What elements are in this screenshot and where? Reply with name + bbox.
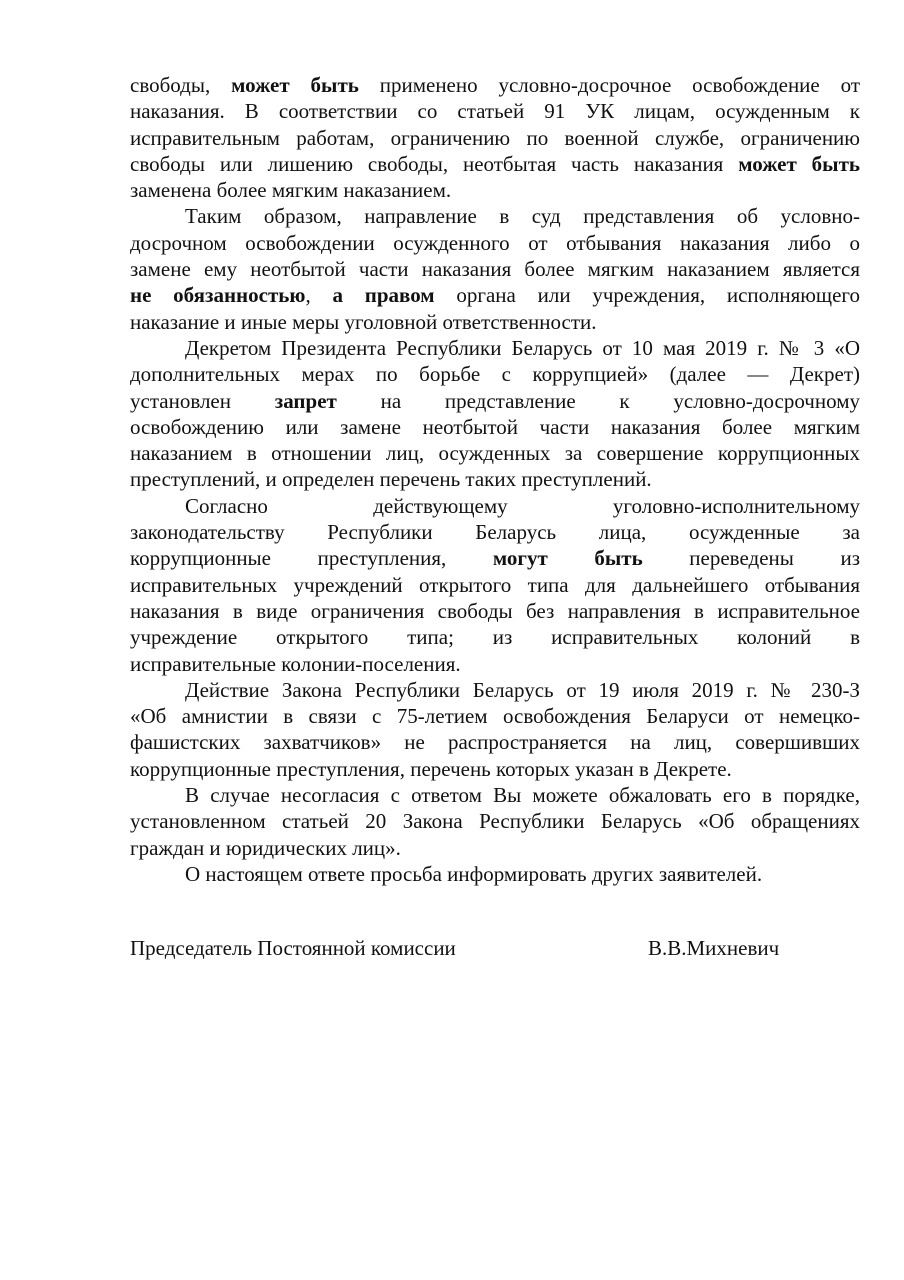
text-line	[130, 651, 860, 677]
text-segment: «Об амнистии в связи с 75-летием освобождения Беларуси от немецко-	[130, 704, 860, 729]
paragraph	[130, 782, 860, 861]
text-line	[130, 677, 860, 703]
text-segment: О настоящем ответе просьба информировать других заявителей.	[185, 861, 763, 886]
text-segment: преступлений, и определен перечень таких преступлений.	[130, 467, 652, 492]
emphasis-text: не обязанностью	[130, 283, 306, 308]
paragraph	[130, 72, 860, 203]
text-segment: Согласно действующему уголовно-исполнительному	[185, 493, 860, 518]
text-line	[130, 624, 860, 650]
text-line	[130, 72, 860, 98]
paragraph	[130, 203, 860, 334]
text-segment: наказания. В соответствии со статьей 91 УК лицам, осужденным к	[130, 99, 860, 124]
paragraph	[130, 335, 860, 493]
emphasis-text: может быть	[231, 73, 359, 97]
text-line	[130, 440, 860, 466]
text-segment: наказания в виде ограничения свободы без направления в исправительное	[130, 598, 860, 623]
text-segment: фашистских захватчиков» не распространяется на лиц, совершивших	[130, 730, 860, 755]
text-line	[130, 361, 860, 387]
text-line	[130, 335, 860, 361]
text-line	[130, 414, 860, 440]
text-line	[130, 256, 860, 282]
text-line	[130, 729, 860, 755]
text-segment: Декретом Президента Республики Беларусь от 10 мая 2019 г. № 3 «О	[185, 335, 860, 360]
text-segment: заменена более мягким наказанием.	[130, 178, 452, 203]
text-segment: Таким образом, направление в суд представления об условно-	[185, 204, 860, 229]
text-line	[130, 177, 860, 203]
text-segment: на представление к условно-досрочному	[336, 388, 860, 413]
text-line	[130, 98, 860, 124]
text-segment: органа или учреждения, исполняющего	[434, 283, 861, 308]
emphasis-text: запрет	[274, 388, 337, 413]
text-line	[130, 835, 860, 861]
text-segment: коррупционные преступления, перечень которых указан в Декрете.	[130, 756, 732, 781]
text-line	[130, 545, 860, 571]
text-segment: исправительным работам, ограничению по военной службе, ограничению	[130, 125, 860, 150]
text-segment: свободы,	[130, 73, 232, 97]
text-segment: исправительных учреждений открытого типа для дальнейшего отбывания	[130, 572, 860, 597]
text-segment: Действие Закона Республики Беларусь от 19 июля 2019 г. № 230-З	[185, 677, 860, 702]
text-line	[130, 151, 860, 177]
text-segment: освобождению или замене неотбытой части наказания более мягким	[130, 414, 860, 439]
text-line	[130, 466, 860, 492]
text-line	[130, 309, 860, 335]
paragraph	[130, 861, 860, 887]
text-line	[130, 125, 860, 151]
text-line	[130, 808, 860, 834]
text-segment: наказание и иные меры уголовной ответственности.	[130, 309, 597, 334]
text-line	[130, 282, 860, 308]
emphasis-text: могут быть	[492, 546, 643, 571]
text-line	[130, 782, 860, 808]
text-line	[130, 703, 860, 729]
text-line	[130, 572, 860, 598]
text-segment: установлен	[130, 388, 275, 413]
signatory-name: В.В.Михневич	[648, 936, 780, 960]
paragraph	[130, 493, 860, 677]
text-segment: наказанием в отношении лиц, осужденных за совершение коррупционных	[130, 441, 860, 466]
text-segment: досрочном освобождении осужденного от отбывания наказания либо о	[130, 230, 860, 255]
text-line	[130, 388, 860, 414]
text-line	[130, 230, 860, 256]
text-segment: коррупционные преступления,	[130, 546, 493, 571]
text-segment: законодательству Республики Беларусь лица, осужденные за	[130, 520, 860, 545]
emphasis-text: может быть	[738, 151, 860, 176]
text-segment: установленном статьей 20 Закона Республики Беларусь «Об обращениях	[130, 809, 860, 834]
text-line	[130, 519, 860, 545]
signatory-position: Председатель Постоянной комиссии	[130, 936, 456, 960]
text-segment: ,	[305, 283, 333, 308]
text-segment: граждан и юридических лиц».	[130, 835, 401, 860]
text-segment: В случае несогласия с ответом Вы можете обжаловать его в порядке,	[185, 783, 860, 808]
text-segment: применено условно-досрочное освобождение от	[358, 73, 861, 97]
emphasis-text: а правом	[332, 283, 435, 308]
paragraph	[130, 677, 860, 782]
text-line	[130, 598, 860, 624]
text-segment: учреждение открытого типа; из исправительных колоний в	[130, 625, 860, 650]
text-segment: дополнительных мерах по борьбе с коррупцией» (далее — Декрет)	[130, 362, 860, 387]
text-line	[130, 756, 860, 782]
text-line	[130, 861, 860, 887]
text-segment: свободы или лишению свободы, неотбытая часть наказания	[130, 151, 739, 176]
text-segment: переведены из	[642, 546, 860, 571]
text-segment: исправительные колонии-поселения.	[130, 651, 461, 676]
text-line	[130, 203, 860, 229]
document-body	[130, 72, 860, 887]
text-segment: замене ему неотбытой части наказания более мягким наказанием является	[130, 257, 860, 282]
text-line	[130, 493, 860, 519]
